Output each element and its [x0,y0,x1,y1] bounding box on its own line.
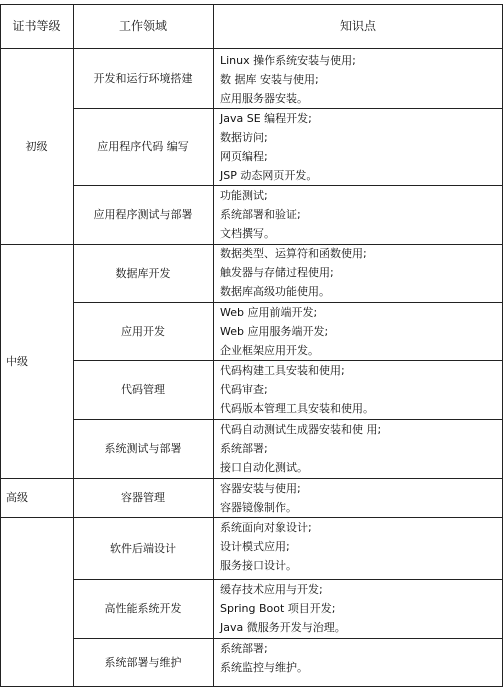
knowledge-point: 触发器与存储过程使用; [220,266,334,279]
grid-line [0,4,503,5]
knowledge-point: 功能测试; [220,189,268,202]
knowledge-point: 代码审查; [220,383,268,396]
knowledge-point: 数据库高级功能使用。 [220,285,330,298]
knowledge-point: 系统部署; [220,642,268,655]
work-area-cell: 软件后端设计 [110,541,176,555]
work-area-cell: 高性能系统开发 [104,602,182,615]
header-work-area: 工作领域 [118,18,167,33]
work-area-cell: 应用开发 [121,324,165,338]
knowledge-point: 系统监控与维护。 [220,661,308,674]
knowledge-point: 容器安装与使用; [220,482,301,495]
knowledge-point: 代码构建工具安装和使用; [220,364,345,377]
work-area-cell: 应用程序代码 编写 [97,140,189,153]
knowledge-point: Linux 操作系统安装与使用; [220,54,356,67]
knowledge-point: 企业框架应用开发。 [220,344,319,357]
knowledge-point: 网页编程; [220,150,268,163]
grid-line [0,4,1,687]
knowledge-point: 数 据库 安装与使用; [220,73,319,86]
grid-line [73,302,503,303]
knowledge-point: 系统面向对象设计; [220,521,312,534]
knowledge-point: Java 微服务开发与治理。 [220,621,346,634]
knowledge-point: 代码版本管理工具安装和使用。 [220,402,374,415]
knowledge-point: 服务接口设计。 [220,559,297,572]
knowledge-point: 应用服务器安装。 [220,92,308,105]
header-knowledge-points: 知识点 [339,18,376,33]
grid-line [213,4,214,687]
grid-line [73,419,503,420]
grid-line [73,360,503,361]
work-area-cell: 系统部署与维护 [104,655,182,669]
knowledge-point: Java SE 编程开发; [220,112,312,125]
knowledge-point: 缓存技术应用与开发; [220,583,323,596]
grid-line [73,4,74,687]
grid-line [0,517,503,518]
grid-line [0,244,503,245]
work-area-cell: 应用程序测试与部署 [93,208,193,221]
grid-line [73,638,503,639]
work-area-cell: 数据库开发 [115,266,171,280]
work-area-cell: 容器管理 [121,491,165,504]
knowledge-point: JSP 动态网页开发。 [220,169,318,182]
knowledge-point: 数据访问; [220,131,268,144]
grid-line [0,686,503,687]
header-level: 证书等级 [12,18,61,33]
grid-line [73,108,503,109]
grid-line [0,478,503,479]
work-area-cell: 代码管理 [121,383,165,396]
knowledge-point: 文档撰写。 [220,227,275,240]
grid-line [73,185,503,186]
knowledge-point: Web 应用前端开发; [220,306,318,319]
work-area-cell: 系统测试与部署 [104,442,182,455]
grid-line [73,579,503,580]
knowledge-point: Web 应用服务端开发; [220,325,329,338]
knowledge-point: 代码自动测试生成器安装和使 用; [220,423,382,436]
knowledge-point: 系统部署和验证; [220,208,301,221]
knowledge-point: 接口自动化测试。 [220,461,308,474]
knowledge-point: 数据类型、运算符和函数使用; [220,247,367,260]
level-primary: 初级 [25,140,48,153]
knowledge-point: 设计模式应用; [220,540,290,553]
work-area-cell: 开发和运行环境搭建 [93,72,193,85]
grid-line [0,48,503,49]
level-advanced: 高级 [6,491,28,504]
knowledge-point: 系统部署; [220,442,268,455]
knowledge-point: Spring Boot 项目开发; [220,602,336,615]
level-intermediate: 中级 [6,354,28,368]
knowledge-point: 容器镜像制作。 [220,501,297,514]
